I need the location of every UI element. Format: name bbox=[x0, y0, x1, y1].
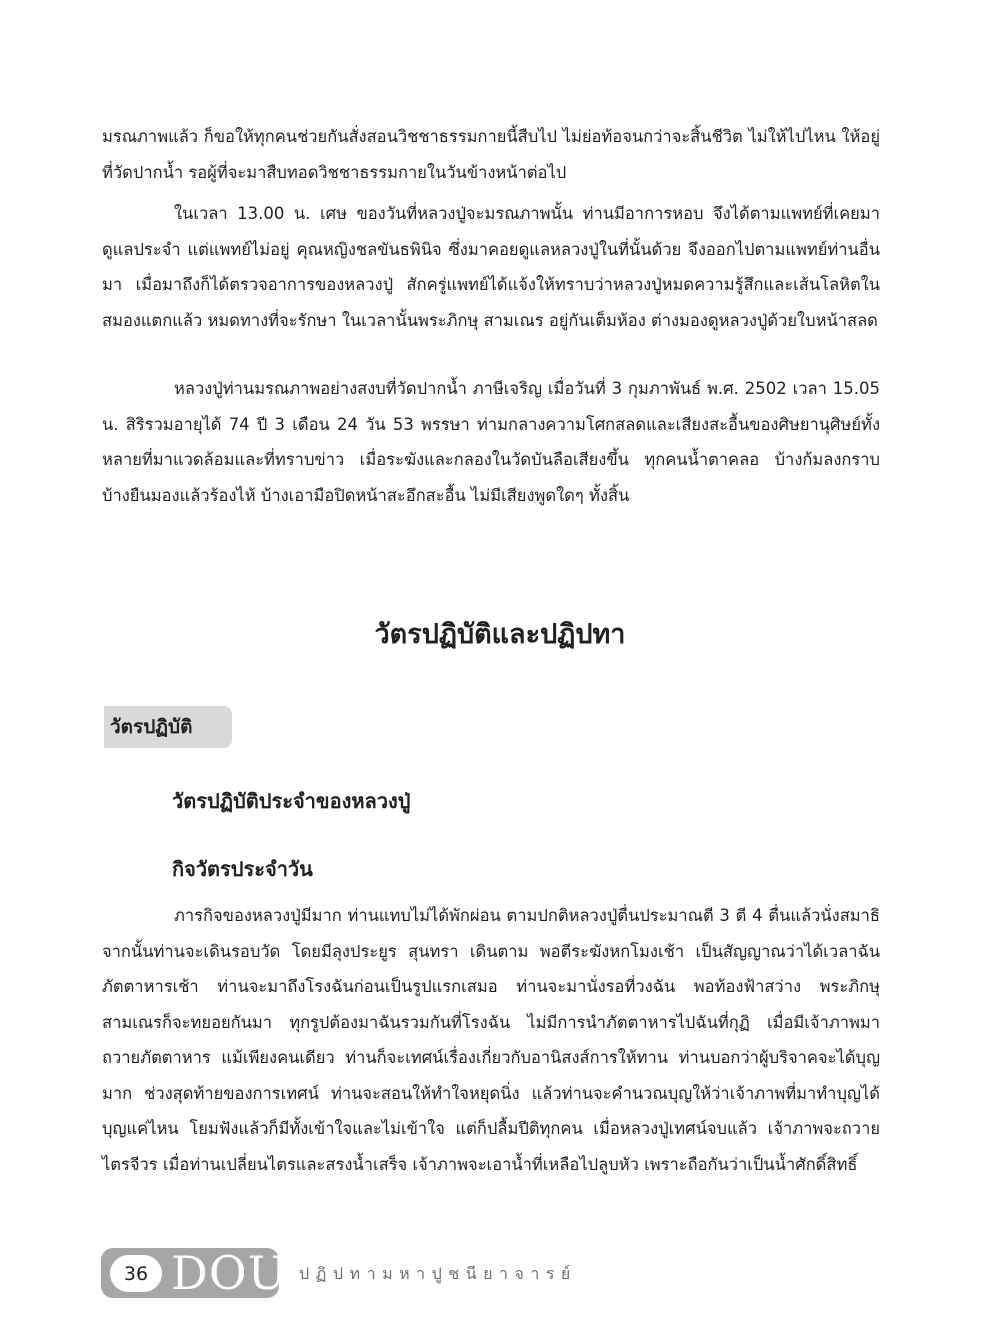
footer-book-title: ปฏิปทามหาปูชนียาจารย์ bbox=[299, 1264, 577, 1283]
dou-logo: DOU bbox=[171, 1246, 288, 1300]
paragraph-2: ในเวลา 13.00 น. เศษ ของวันที่หลวงปู่จะมรณภาพนั้น ท่านมีอาการหอบ จึงได้ตามแพทย์ที่เคยมาดูแลประจำ แต่แพทย์ไม่อยู่ คุณหญิงชลขันธพินิจ ซึ่งมาคอยดูแลหลวงปู่ในที่นั้นด้วย จึงออกไปตามแพทย์ท่านอื่นมา เมื่อมาถึงก็ได้ตรวจอาการของหลวงปู่ สักครู่แพทย์ได้แจ้งให้ทราบว่าหลวงปู่หมดความรู้สึกและเส้นโลหิตในสมองแตกแล้ว หมดทางที่จะรักษา ในเวลานั้นพระภิกษุ สามเณร อยู่กันเต็มห้อง ต่างมองดูหลวงปู่ด้วยใบหน้าสลด bbox=[102, 204, 880, 330]
paragraph-4: ภารกิจของหลวงปู่มีมาก ท่านแทบไม่ได้พักผ่อน ตามปกติหลวงปู่ตื่นประมาณตี 3 ตี 4 ตื่นแล้วนั่งสมาธิ จากนั้นท่านจะเดินรอบวัด โดยมีลุงประยูร สุนทรา เดินตาม พอตีระฆังหกโมงเช้า เป็นสัญญาณว่าได้เวลาฉันภัตตาหารเช้า ท่านจะมาถึงโรงฉันก่อนเป็นรูปแรกเสมอ ท่านจะมานั่งรอที่วงฉัน พอท้องฟ้าสว่าง พระภิกษุ สามเณรก็จะทยอยกันมา ทุกรูปต้องมาฉันรวมกันที่โรงฉัน ไม่มีการนำภัตตาหารไปฉันที่กุฏิ เมื่อมีเจ้าภาพมาถวายภัตตาหาร แม้เพียงคนเดียว ท่านก็จะเทศน์เรื่องเกี่ยวกับอานิสงส์การให้ทาน ท่านบอกว่าผู้บริจาคจะได้บุญมาก ช่วงสุดท้ายของการเทศน์ ท่านจะสอนให้ทำใจหยุดนิ่ง แล้วท่านจะคำนวณบุญให้ว่าเจ้าภาพที่มาทำบุญได้บุญแค่ไหน โยมฟังแล้วก็มีทั้งเข้าใจและไม่เข้าใจ แต่ก็ปลื้มปีติทุกคน เมื่อหลวงปู่เทศน์จบแล้ว เจ้าภาพจะถวายไตรจีวร เมื่อท่านเปลี่ยนไตรและสรงน้ำเสร็จ เจ้าภาพจะเอาน้ำที่เหลือไปลูบหัว เพราะถือกันว่าเป็นน้ำศักดิ์สิทธิ์ bbox=[102, 906, 880, 1174]
subheading-daily-routine: กิจวัตรประจำวัน bbox=[172, 857, 313, 881]
paragraph-3: หลวงปู่ท่านมรณภาพอย่างสงบที่วัดปากน้ำ ภาษีเจริญ เมื่อวันที่ 3 กุมภาพันธ์ พ.ศ. 2502 เวลา 15.05 น. สิริรวมอายุได้ 74 ปี 3 เดือน 24 วัน 53 พรรษา ท่ามกลางความโศกสลดและเสียงสะอื้นของศิษยานุศิษย์ทั้งหลายที่มาแวดล้อมและที่ทราบข่าว เมื่อระฆังและกลองในวัดบันลือเสียงขึ้น ทุกคนน้ำตาคลอ บ้างก้มลงกราบ บ้างยืนมองแล้วร้องไห้ บ้างเอามือปิดหน้าสะอึกสะอื้น ไม่มีเสียงพูดใดๆ ทั้งสิ้น bbox=[102, 379, 880, 505]
page-number: 36 bbox=[110, 1255, 162, 1292]
paragraph-1: มรณภาพแล้ว ก็ขอให้ทุกคนช่วยกันสั่งสอนวิชชาธรรมกายนี้สืบไป ไม่ย่อท้อจนกว่าจะสิ้นชีวิต ไม่ให้ไปไหน ให้อยู่ที่วัดปากน้ำ รอผู้ที่จะมาสืบทอดวิชชาธรรมกายในวันข้างหน้าต่อไป bbox=[102, 127, 880, 182]
section-tab-label: วัตรปฏิบัติ bbox=[110, 716, 193, 738]
subheading-daily-practice: วัตรปฏิบัติประจำของหลวงปู่ bbox=[172, 789, 411, 813]
section-tab bbox=[104, 706, 232, 748]
chapter-title: วัตรปฏิบัติและปฏิปทา bbox=[374, 619, 626, 650]
